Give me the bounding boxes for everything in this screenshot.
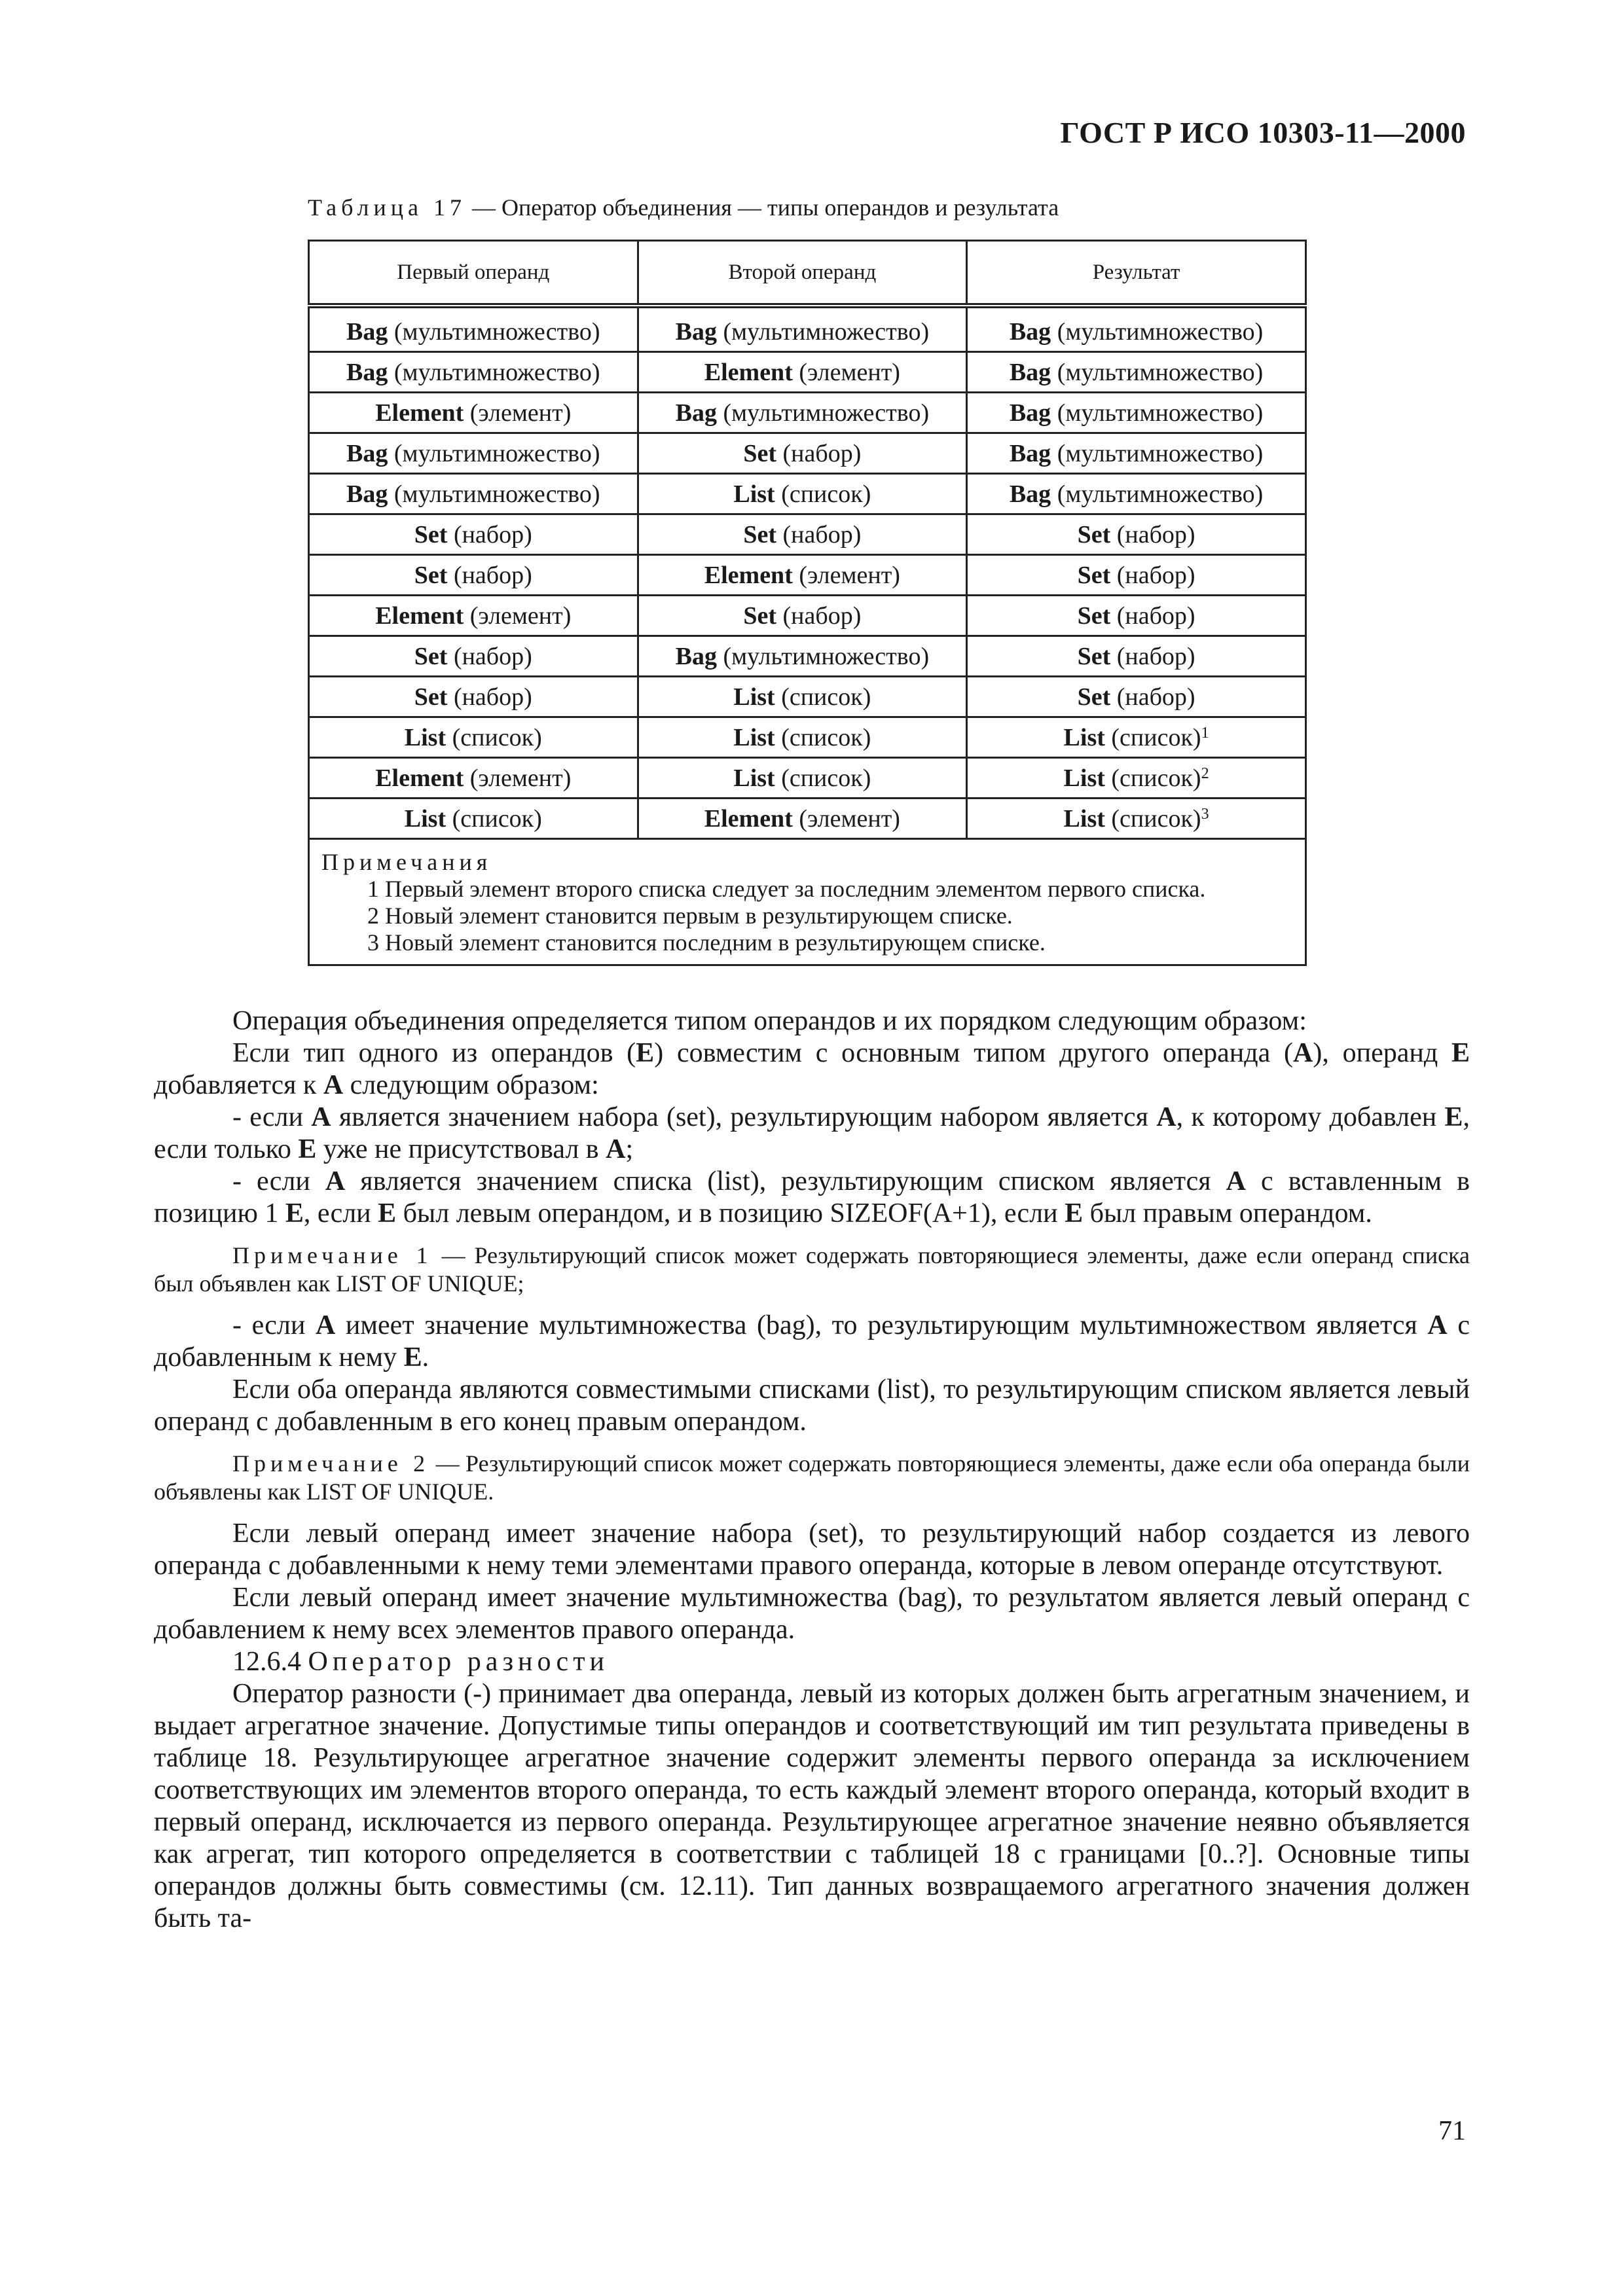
type-description: (набор) [776,520,862,548]
section-title: Оператор разности [308,1647,610,1677]
type-keyword: Set [1077,520,1111,548]
type-description: (мультимножество) [1051,358,1264,386]
text-run: Если тип одного из операндов ( [232,1038,636,1068]
type-keyword: List [404,804,447,833]
text-run: уже не присутствовал в [316,1134,606,1164]
table-row [309,758,1306,798]
bold-term: E [1065,1198,1084,1229]
table-cell [309,555,638,596]
page-number: 71 [1438,2116,1466,2146]
type-description: (элемент) [464,601,572,630]
type-keyword: Element [375,601,464,630]
table-cell [309,717,638,758]
footnote-ref: 3 [1201,805,1209,823]
type-description: (набор) [447,561,532,589]
table-row [309,393,1306,433]
table-cell [638,514,967,555]
type-description: (мультимножество) [716,399,930,427]
type-description: (мультимножество) [388,317,600,346]
type-description: (список) [1104,764,1201,792]
table-cell [967,555,1306,596]
table-cell [638,758,967,798]
type-keyword: Set [414,520,448,548]
note-item: 1 Первый элемент второго списка следует за последним элементом первого списка. [367,876,1206,902]
type-description: (элемент) [464,399,572,427]
text-run: - если [232,1310,316,1340]
type-keyword: Bag [1009,399,1051,427]
table-row [309,352,1306,393]
table-cell [967,514,1306,555]
table-row [309,306,1306,352]
bold-term: A [311,1102,331,1132]
type-description: (набор) [1110,683,1195,711]
type-description: (элемент) [464,764,572,792]
table-cell [638,677,967,717]
type-keyword: Bag [1009,358,1051,386]
table-cell [967,758,1306,798]
type-keyword: Set [743,520,777,548]
table-cell [638,352,967,393]
type-keyword: Set [1077,601,1111,630]
text-run: является значением набора (set), результирующим набором является [331,1102,1157,1132]
type-keyword: Bag [346,439,388,467]
bold-term: E [298,1134,317,1164]
table-cell [309,758,638,798]
type-description: (список) [1104,723,1201,751]
table-header-row [309,241,1306,306]
text-run: следующим образом: [343,1070,599,1100]
paragraph: Если левый операнд имеет значение мультимножества (bag), то результатом является левый операнд с добавлением к нему всех элементов правого операнда. [154,1583,1470,1645]
table-cell [967,717,1306,758]
type-description: (мультимножество) [1051,317,1264,346]
table-cell [638,474,967,514]
text-run: , если [303,1198,378,1229]
table-cell [967,636,1306,677]
type-keyword: Set [414,683,448,711]
type-keyword: Element [704,561,793,589]
bold-term: A [315,1310,336,1340]
text-run: с вставленным в позицию 1 [154,1166,1470,1229]
type-keyword: Set [1077,642,1111,670]
type-keyword: Set [414,642,448,670]
note-2-text: — Результирующий список может содержать повторяющиеся элементы, даже если оба операнда были объявлены как LIST OF UNIQUE. [154,1450,1470,1505]
table-cell [309,306,638,352]
table-cell [967,352,1306,393]
type-keyword: Set [414,561,448,589]
table-cell [309,474,638,514]
type-description: (мультимножество) [388,439,600,467]
text-run: - если [232,1102,312,1132]
text-run: ; [625,1134,634,1164]
bold-term: E [1451,1038,1470,1068]
type-description: (набор) [447,642,532,670]
note-1-text: — Результирующий список может содержать повторяющиеся элементы, даже если операнд списка был объявлен как LIST OF UNIQUE; [154,1242,1470,1297]
type-keyword: Set [743,601,777,630]
type-keyword: Bag [1009,480,1051,508]
table-row [309,798,1306,839]
paragraph: Если оба операнда являются совместимыми списками (list), то результирующим списком является левый операнд с добавленным в его конец правым операндом. [154,1374,1470,1437]
table-cell [967,433,1306,474]
type-description: (набор) [776,601,862,630]
note-1 [154,1242,1470,1298]
bold-term: A [1427,1310,1448,1340]
bold-term: E [1444,1102,1463,1132]
table-cell [967,474,1306,514]
table-row [309,717,1306,758]
type-keyword: Element [375,399,464,427]
type-description: (мультимножество) [716,642,930,670]
type-description: (список) [775,764,871,792]
table-cell [309,393,638,433]
type-keyword: List [733,480,775,508]
table-cell [638,393,967,433]
bold-term: A [323,1070,344,1100]
type-description: (набор) [447,520,532,548]
table-caption-label: Таблица 17 [308,194,466,221]
paragraph [154,1037,1470,1102]
bold-term: A [325,1166,346,1196]
type-keyword: Bag [1009,317,1051,346]
bold-term: A [1226,1166,1246,1196]
column-header-result: Результат [967,241,1306,306]
table-cell [967,798,1306,839]
table-cell [967,596,1306,636]
text-run: имеет значение мультимножества (bag), то результирующим мультимножеством является [335,1310,1428,1340]
type-description: (мультимножество) [388,480,600,508]
type-description: (список) [446,723,542,751]
type-description: (набор) [447,683,532,711]
column-header-first-operand: Первый операнд [309,241,638,306]
type-keyword: List [1063,723,1105,751]
type-keyword: List [733,683,775,711]
section-number: 12.6.4 [232,1647,308,1677]
table-cell [309,433,638,474]
type-description: (мультимножество) [388,358,600,386]
footnote-ref: 1 [1201,724,1209,742]
section-heading [154,1646,1470,1678]
paragraph: Оператор разности (-) принимает два операнда, левый из которых должен быть агрегатным значением, и выдает агрегатное значение. Допустимые типы операндов и соответствующий им тип результата приведены в таблице 18. Результирующее агрегатное значение содержит элементы первого операнда за исключением соответствующих им элементов второго операнда, то есть каждый элемент второго операнда, который входит в первый операнд, исключается из первого операнда. Результирующее агрегатное значение неявно объявляется как агрегат, тип которого определяется в соответствии с таблицей 18 с границами [0..?]. Основные типы операндов должны быть совместимы (см. 12.11). Тип данных возвращаемого агрегатного значения должен быть та- [154,1679,1470,1933]
type-description: (список) [1104,804,1201,833]
paragraph [154,1166,1470,1230]
type-description: (элемент) [792,358,900,386]
text-run: - если [232,1166,325,1196]
note-2-label: Примечание 2 [232,1450,430,1477]
type-keyword: Bag [675,317,717,346]
type-keyword: Element [704,358,793,386]
column-header-second-operand: Второй операнд [638,241,967,306]
type-description: (список) [775,723,871,751]
text-run: , если только [154,1102,1470,1164]
bold-term: E [378,1198,397,1229]
type-description: (набор) [1110,601,1195,630]
text-run: , к которому добавлен [1176,1102,1445,1132]
table-cell [638,636,967,677]
type-keyword: Bag [1009,439,1051,467]
type-keyword: Set [1077,683,1111,711]
text-run: был левым операндом, и в позицию SIZEOF(A+1), если [396,1198,1065,1229]
bold-term: E [636,1038,655,1068]
type-keyword: Bag [346,317,388,346]
table-cell [638,596,967,636]
type-description: (элемент) [792,804,900,833]
table-cell [638,433,967,474]
type-keyword: Bag [675,399,717,427]
type-description: (мультимножество) [716,317,930,346]
type-keyword: Element [704,804,793,833]
table-row [309,677,1306,717]
table-cell [309,514,638,555]
type-description: (список) [446,804,542,833]
table-cell [309,677,638,717]
footnote-ref: 2 [1201,764,1209,782]
table-cell [309,352,638,393]
type-keyword: Bag [675,642,717,670]
table-cell [309,596,638,636]
type-description: (список) [775,480,871,508]
table-row [309,514,1306,555]
table-caption [308,194,1059,221]
type-keyword: List [733,723,775,751]
type-keyword: List [1063,764,1105,792]
table-cell [638,798,967,839]
table-cell [967,677,1306,717]
table-cell [309,798,638,839]
table-cell [967,393,1306,433]
text-run: добавляется к [154,1070,323,1100]
table-row [309,596,1306,636]
type-description: (элемент) [792,561,900,589]
bold-term: A [1156,1102,1176,1132]
table-notes [309,839,1306,965]
body-text [154,1005,1470,1935]
type-description: (мультимножество) [1051,399,1264,427]
type-keyword: List [733,764,775,792]
type-keyword: Element [375,764,464,792]
type-description: (мультимножество) [1051,480,1264,508]
type-keyword: Set [743,439,777,467]
table-cell [638,555,967,596]
type-keyword: Set [1077,561,1111,589]
text-run: был правым операндом. [1083,1198,1372,1229]
type-keyword: Bag [346,480,388,508]
paragraph [154,1310,1470,1374]
note-2 [154,1450,1470,1506]
union-operand-table [308,240,1307,966]
table-cell [638,717,967,758]
text-run: с добавленным к нему [154,1310,1470,1372]
type-description: (набор) [1110,561,1195,589]
note-1-label: Примечание 1 [232,1242,433,1268]
paragraph: Если левый операнд имеет значение набора (set), то результирующий набор создается из левого операнда с добавленными к нему теми элементами правого операнда, которые в левом операнде отсутствуют. [154,1518,1470,1581]
table-cell [967,306,1306,352]
bold-term: A [606,1134,626,1164]
note-item: 2 Новый элемент становится первым в результирующем списке. [367,903,1013,929]
table-notes-row [309,839,1306,965]
table-row [309,474,1306,514]
text-run: является значением списка (list), результирующим списком является [345,1166,1226,1196]
bold-term: E [285,1198,304,1229]
text-run: ) совместим с основным типом другого операнда ( [654,1038,1294,1068]
type-keyword: List [404,723,447,751]
paragraph [154,1102,1470,1166]
paragraph: Операция объединения определяется типом операндов и их порядком следующим образом: [232,1006,1307,1036]
document-header: ГОСТ Р ИСО 10303-11—2000 [1060,116,1466,149]
type-keyword: Bag [346,358,388,386]
text-run: ), операнд [1313,1038,1451,1068]
table-cell [638,306,967,352]
bold-term: A [1293,1038,1313,1068]
type-description: (список) [775,683,871,711]
table-cell [309,636,638,677]
table-caption-text: — Оператор объединения — типы операндов и результата [465,194,1059,221]
text-run: . [422,1342,429,1372]
type-keyword: List [1063,804,1105,833]
bold-term: E [403,1342,422,1372]
table-row [309,636,1306,677]
table-row [309,433,1306,474]
notes-title: Примечания [321,849,492,875]
type-description: (набор) [1110,642,1195,670]
note-item: 3 Новый элемент становится последним в результирующем списке. [367,929,1046,956]
type-description: (набор) [776,439,862,467]
table-row [309,555,1306,596]
type-description: (мультимножество) [1051,439,1264,467]
type-description: (набор) [1110,520,1195,548]
